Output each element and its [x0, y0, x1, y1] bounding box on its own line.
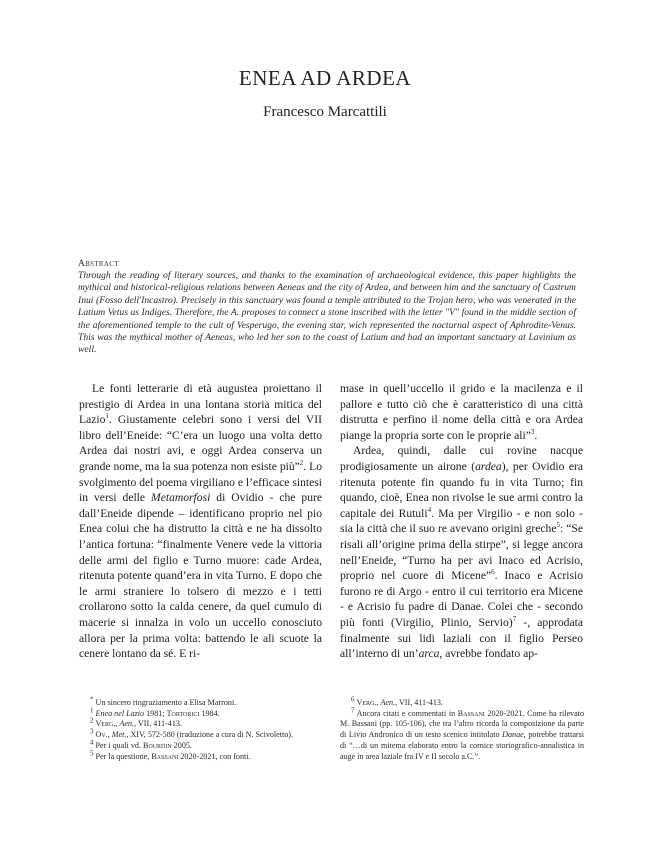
footnotes-left: [79, 695, 323, 762]
paper-title: ENEA AD ARDEA: [238, 66, 412, 90]
abstract-heading: Abstract: [78, 259, 119, 269]
footnote-ref[interactable]: 4: [427, 505, 432, 514]
footnote: $^3$ Ov., Met., XIV, 572-580 (traduzione a cura di N. Scivoletto).: [90, 727, 294, 740]
body-paragraph: Le fonti letterarie di età augustea proiettano il prestigio di Ardea in una lontana storia mitica del Lazio$^1$. Giustamente celebri sono i versi del VII libro dell’Eneide: “C’era un luogo una volta detto Ardea dai nostri avi, e oggi Ardea conserva un grande nome, ma la sua potenza non esiste più”$^2$. Lo svolgimento del poema virgiliano e l’efficace sintesi in versi delle Metamorfosi di Ovidio - che pure dall’Eneide dipende – identificano proprio nel pio Enea colui che ha distrutto la città e ne ha dissolto l’antica fortuna: “finalmente Venere vede la vittoria delle armi del figlio e Turno muore: cade Ardea, ritenuta potente quand’era in vita Turno. E dopo che le armi straniere lo tolsero di mezzo e i tetti crollarono sotto la calda cenere, da quel cumulo di macerie si innalza in volo un uccello conosciuto allora per la prima volta: battendo le ali scuote la cenere lontano da sé. E ri-: [79, 382, 323, 661]
paper-author: Francesco Marcattili: [263, 104, 387, 120]
footnote-ref[interactable]: 3: [530, 427, 535, 436]
footnote-ref[interactable]: 2: [299, 459, 304, 468]
footnote: $^1$ Enea nel Lazio 1981; Tortorici 1984.: [90, 706, 220, 718]
footnote: $^2$ Verg., Aen., VII, 411-413.: [90, 716, 182, 729]
footnote-ref[interactable]: 1: [105, 412, 109, 421]
abstract-section: [78, 258, 576, 357]
footnote-ref[interactable]: 7: [512, 615, 517, 624]
footnote: $^6$ Verg., Aen., VII, 411-413.: [351, 695, 443, 707]
footnote: * Un sincero ringraziamento a Elisa Marroni.: [90, 695, 237, 707]
footnote: $^7$ Ancora citati e commentati in Bassani 2020-2021. Come ha rilevato M. Bassani (pp. 105-106), che tra l’altro ricorda la composizione da parte di Livio Andronico di un testo scenico intitolato Danae, potrebbe trattarsi di “…di un mitema elaborato entro la cornice storiografico-annalistica in auge in area laziale fra IV e II secolo a.C.”.: [340, 706, 585, 761]
footnote: $^5$ Per la questione, Bassani 2020-2021, con fonti.: [90, 748, 251, 761]
body-column-left: [79, 381, 322, 662]
footnote: $^4$ Per i quali vd. Bourdin 2005.: [90, 738, 192, 750]
body-paragraph: Ardea, quindi, dalle cui rovine nacque prodigiosamente un airone (ardea), per Ovidio era ritenuta potente fin quando fu in vita Turno; fin quando, cioè, Enea non rivolse le sue armi contro la capitale dei Rutuli$^4$. Ma per Virgilio - e non solo - sia la città che il suo re avevano origini greche$^5$: “Se risali all’origine prima della stirpe”, si legge ancora nell’Eneide, “Turno ha per avi Inaco ed Acrisio, proprio nel cuore di Micene”$^6$. Inaco e Acrisio furono re di Argo - entro il cui territorio era Micene - e Acrisio fu padre di Danae. Colei che - secondo più fonti (Virgilio, Plinio, Servio)$^7$ -, approdata finalmente sui lidi laziali con il figlio Perseo all’interno di un’arca, avrebbe fondato ap-: [340, 444, 584, 661]
footnotes-right: [340, 695, 585, 762]
footnote-ref[interactable]: 5: [556, 521, 561, 530]
body-column-right: [340, 381, 583, 662]
abstract-text: Through the reading of literary sources, and thanks to the examination of archaeological evidence, this paper highlights the mythical and historical-religious relations between Aeneas and the city of Ardea, and between him and the sanctuary of Castrum Inui (Fosso dell'Incastro). Precisely in this sanctuary was found a temple attributed to the Trojan hero, who was venerated in the Latium Vetus as Indiges. Therefore, the A. proposes to connect a stone inscribed with the letter "V" found in the middle section of the aforementioned temple to the cult of Vesperugo, the evening star, wich represented the nocturnal aspect of Aphrodite-Venus. This was the mythical mother of Aeneas, who led her son to the coast of Latium and had an important sanctuary at Lavinium as well.: [78, 270, 576, 356]
body-paragraph: mase in quell’uccello il grido e la macilenza e il pallore e tutto ciò che è caratteristico di una città distrutta e perfino il nome della città e ora Ardea piange la propria sorte con le proprie ali”$^3$.: [340, 382, 583, 442]
footnote-ref[interactable]: 6: [491, 568, 495, 577]
